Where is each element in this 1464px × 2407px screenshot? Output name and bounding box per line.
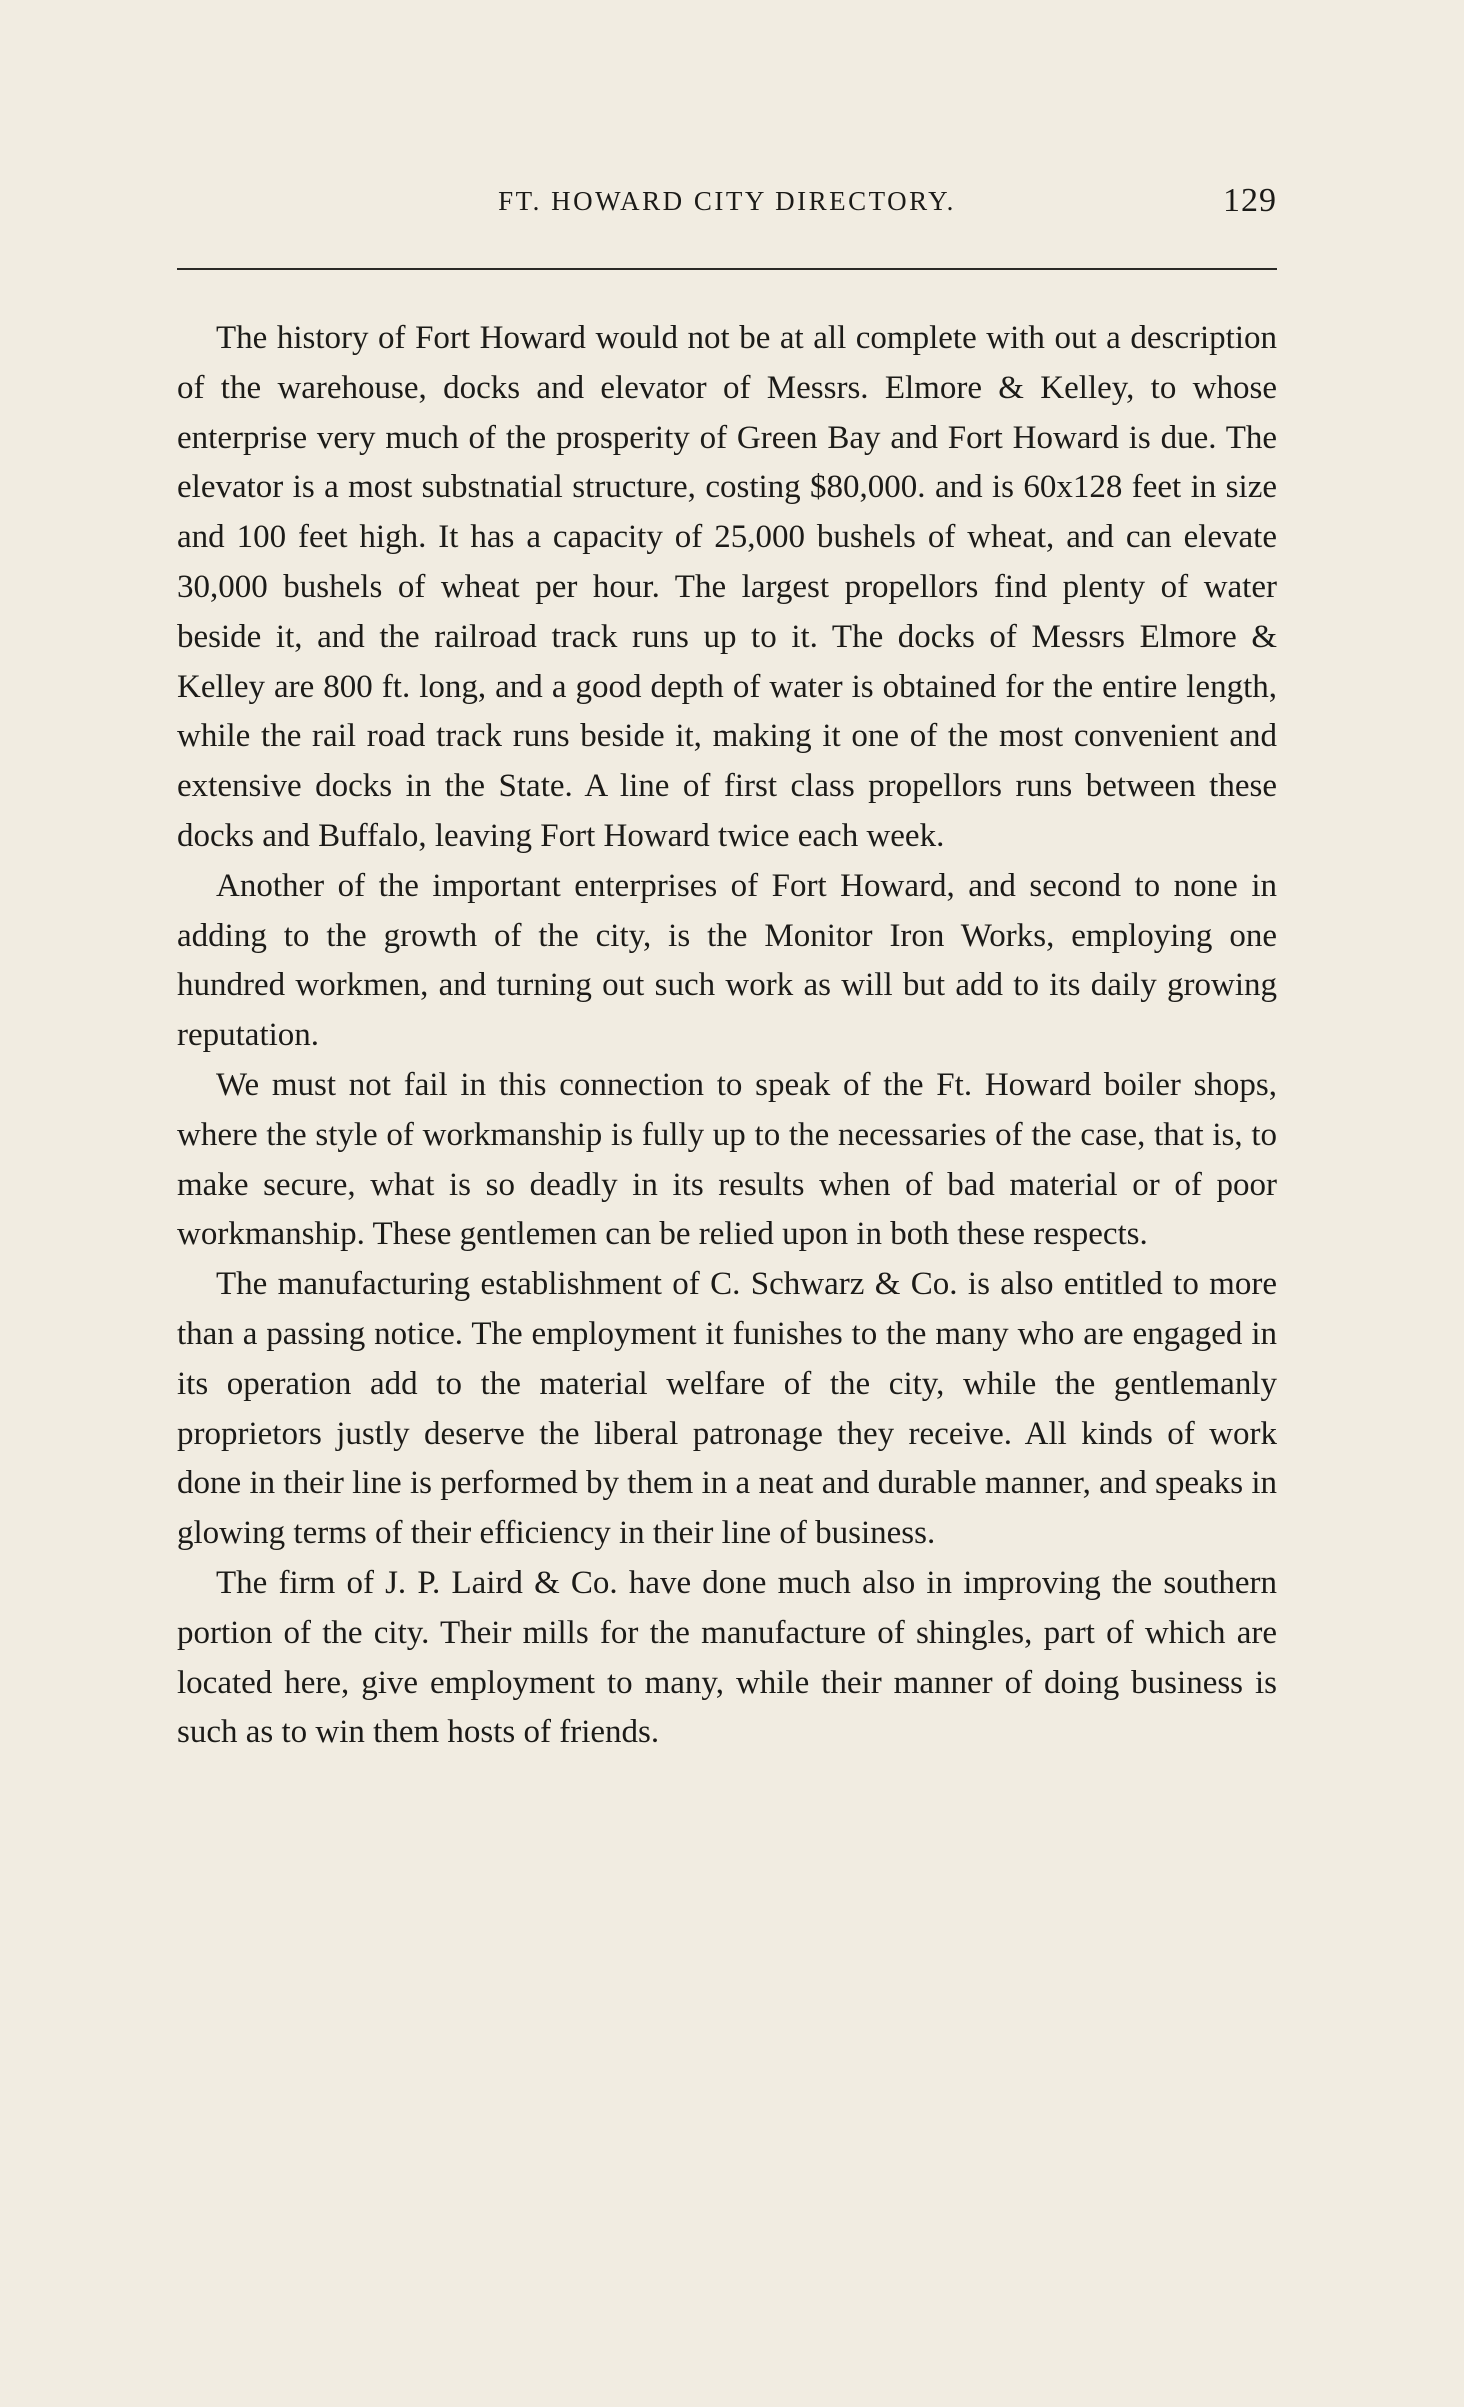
header-rule (177, 268, 1277, 270)
paragraph-boiler-shops: We must not fail in this connection to speak of the Ft. Howard boiler shops, where the style of workmanship is fully up to the necessaries of the case, that is, to make secure, what is so deadly in its results when of bad material or of poor workmanship. These gentlemen can be relied upon in both these respects. (177, 1066, 1277, 1253)
body-text (177, 314, 1277, 1758)
paragraph-laird-co: The firm of J. P. Laird & Co. have done much also in improving the southern portion of the city. Their mills for the manufacture of shingles, part of which are located here, give employment to many, while their manner of doing business is such as to win them hosts of friends. (177, 1564, 1277, 1751)
running-title: FT. HOWARD CITY DIRECTORY. (498, 186, 956, 216)
page-number: 129 (1223, 182, 1277, 219)
running-head (177, 182, 1277, 226)
paragraph-elevator: The history of Fort Howard would not be at all complete with out a description of the warehouse, docks and elevator of Messrs. Elmore & Kelley, to whose enterprise very much of the prosperity of Green Bay and Fort Howard is due. The elevator is a most substnatial structure, costing $80,000. and is 60x128 feet in size and 100 feet high. It has a capacity of 25,000 bushels of wheat, and can elevate 30,000 bushels of wheat per hour. The largest propellors find plenty of water beside it, and the railroad track runs up to it. The docks of Messrs Elmore & Kelley are 800 ft. long, and a good depth of water is obtained for the entire length, while the rail road track runs beside it, making it one of the most convenient and extensive docks in the State. A line of first class propellors runs between these docks and Buffalo, leaving Fort Howard twice each week. (177, 320, 1277, 854)
paragraph-monitor-iron-works: Another of the important enterprises of Fort Howard, and second to none in adding to the growth of the city, is the Monitor Iron Works, employing one hundred workmen, and turning out such work as will but add to its daily growing reputation. (177, 867, 1277, 1054)
paragraph-schwarz-co: The manufacturing establishment of C. Schwarz & Co. is also entitled to more than a passing notice. The employment it funishes to the many who are engaged in its operation add to the material welfare of the city, while the gentlemanly proprietors justly deserve the liberal patronage they receive. All kinds of work done in their line is performed by them in a neat and durable manner, and speaks in glowing terms of their efficiency in their line of business. (177, 1266, 1277, 1552)
